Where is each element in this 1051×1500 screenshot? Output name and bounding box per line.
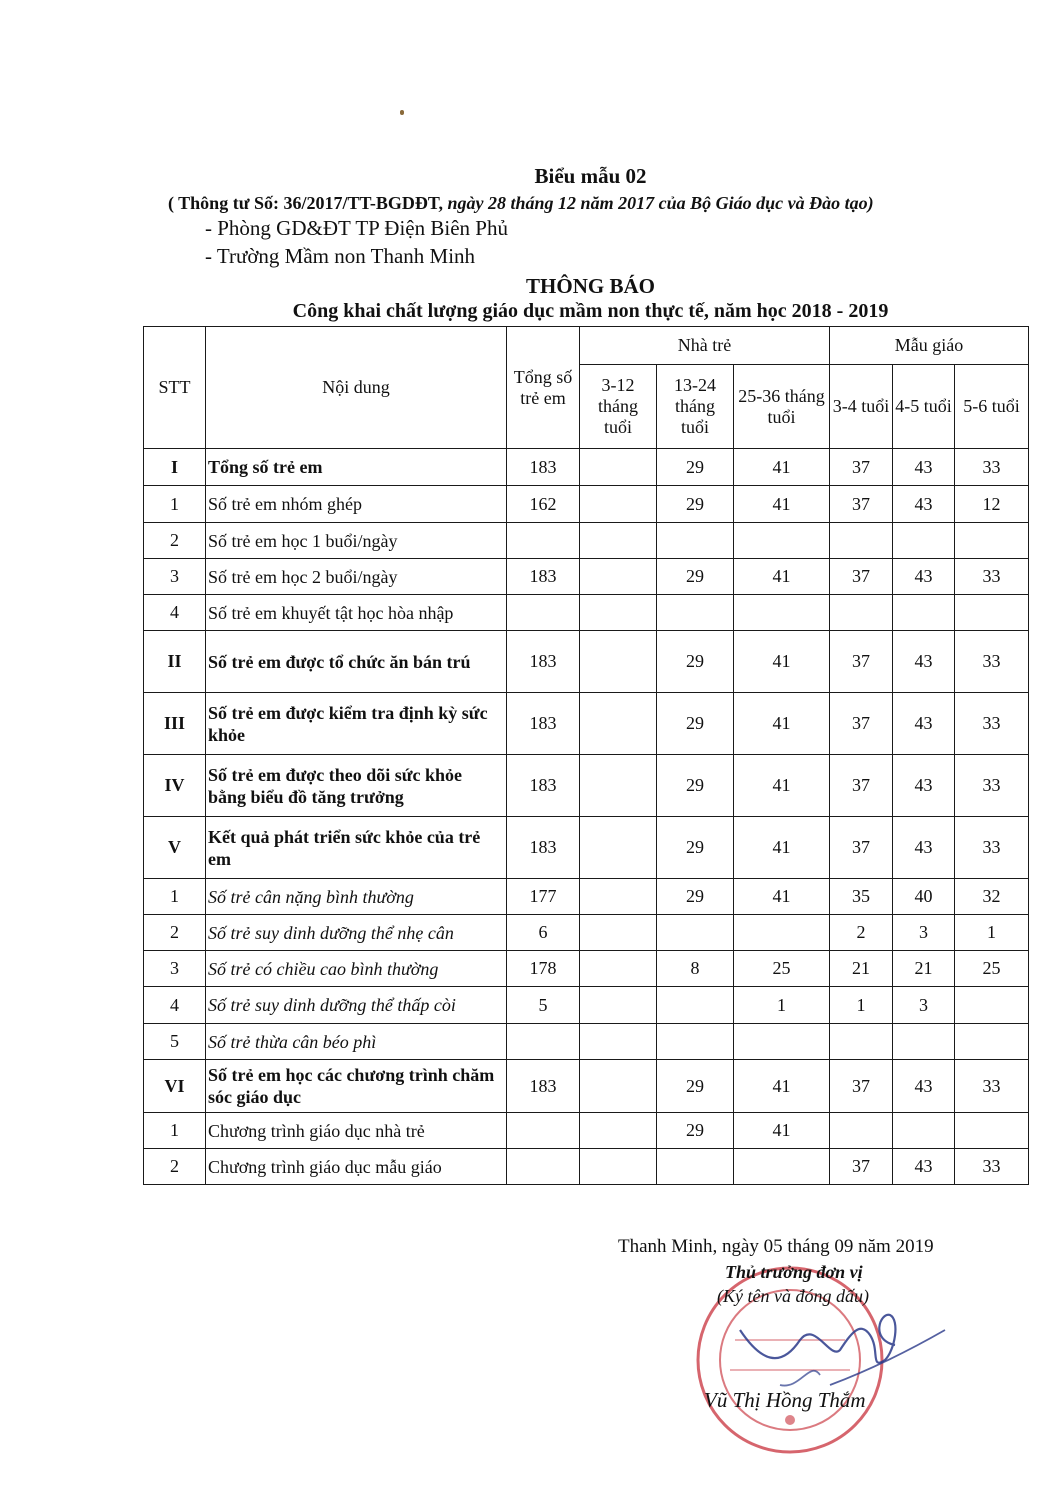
cell-age-4-5: 43	[893, 631, 955, 693]
cell-age-3-4: 37	[830, 693, 893, 755]
form-title: Biểu mẫu 02	[534, 164, 647, 188]
cell-age-3-4: 37	[830, 559, 893, 595]
cell-content: Số trẻ em học 1 buổi/ngày	[206, 523, 507, 559]
cell-age-4-5: 43	[893, 1060, 955, 1113]
cell-age-13-24: 29	[657, 449, 734, 486]
cell-age-4-5	[893, 1113, 955, 1149]
cell-stt: I	[144, 449, 206, 486]
cell-age-3-12	[580, 1149, 657, 1185]
cell-total: 183	[507, 755, 580, 817]
cell-age-25-36	[734, 915, 830, 951]
header-total: Tổng số trẻ em	[507, 327, 580, 449]
cell-age-25-36: 41	[734, 1060, 830, 1113]
cell-age-5-6	[955, 595, 1029, 631]
cell-age-4-5: 43	[893, 486, 955, 523]
cell-total: 183	[507, 631, 580, 693]
cell-age-3-12	[580, 1024, 657, 1060]
cell-age-25-36: 41	[734, 755, 830, 817]
cell-age-25-36: 1	[734, 987, 830, 1024]
cell-age-4-5: 3	[893, 987, 955, 1024]
org-department: - Phòng GD&ĐT TP Điện Biên Phủ	[205, 216, 508, 240]
cell-age-3-4: 37	[830, 631, 893, 693]
cell-stt: 1	[144, 486, 206, 523]
cell-total: 177	[507, 879, 580, 915]
circular-date: ngày 28 tháng 12 năm 2017	[447, 193, 655, 213]
cell-age-3-12	[580, 1060, 657, 1113]
cell-age-3-12	[580, 1113, 657, 1149]
cell-stt: 1	[144, 879, 206, 915]
cell-age-25-36: 25	[734, 951, 830, 987]
cell-total: 183	[507, 449, 580, 486]
cell-age-13-24: 29	[657, 693, 734, 755]
table-row	[144, 693, 1029, 755]
cell-age-25-36	[734, 1024, 830, 1060]
cell-content: Số trẻ suy dinh dưỡng thể thấp còi	[206, 987, 507, 1024]
cell-total: 183	[507, 1060, 580, 1113]
cell-age-13-24	[657, 987, 734, 1024]
cell-stt: 5	[144, 1024, 206, 1060]
cell-age-4-5: 43	[893, 817, 955, 879]
cell-age-4-5: 43	[893, 449, 955, 486]
head-title: Thủ trưởng đơn vị	[725, 1262, 863, 1282]
header-age-25-36: 25-36 tháng tuổi	[734, 365, 830, 449]
table-row	[144, 1113, 1029, 1149]
header-age-13-24: 13-24 tháng tuổi	[657, 365, 734, 449]
cell-age-5-6	[955, 1113, 1029, 1149]
header-age-3-4: 3-4 tuổi	[830, 365, 893, 449]
cell-content: Số trẻ em nhóm ghép	[206, 486, 507, 523]
cell-age-4-5: 43	[893, 755, 955, 817]
cell-content: Chương trình giáo dục mẫu giáo	[206, 1149, 507, 1185]
cell-stt: 3	[144, 951, 206, 987]
table-row	[144, 559, 1029, 595]
cell-total	[507, 1024, 580, 1060]
cell-total	[507, 1149, 580, 1185]
cell-total: 183	[507, 559, 580, 595]
cell-content: Số trẻ em được theo dõi sức khỏe bằng biểu đồ tăng trưởng	[206, 755, 507, 817]
cell-total: 178	[507, 951, 580, 987]
header-age-4-5: 4-5 tuổi	[893, 365, 955, 449]
cell-age-5-6: 33	[955, 755, 1029, 817]
table-row	[144, 817, 1029, 879]
cell-age-3-12	[580, 449, 657, 486]
cell-stt: 1	[144, 1113, 206, 1149]
cell-age-5-6: 33	[955, 631, 1029, 693]
cell-age-3-4: 1	[830, 987, 893, 1024]
cell-total	[507, 595, 580, 631]
cell-stt: V	[144, 817, 206, 879]
cell-age-3-12	[580, 631, 657, 693]
cell-age-5-6: 12	[955, 486, 1029, 523]
cell-age-4-5: 3	[893, 915, 955, 951]
cell-stt: IV	[144, 755, 206, 817]
table-row	[144, 631, 1029, 693]
cell-total: 5	[507, 987, 580, 1024]
cell-age-25-36	[734, 595, 830, 631]
cell-age-3-12	[580, 693, 657, 755]
cell-age-25-36: 41	[734, 817, 830, 879]
cell-age-13-24	[657, 523, 734, 559]
cell-age-4-5: 43	[893, 1149, 955, 1185]
header-content: Nội dung	[206, 327, 507, 449]
cell-age-3-12	[580, 486, 657, 523]
cell-age-4-5: 43	[893, 559, 955, 595]
cell-age-13-24	[657, 915, 734, 951]
cell-age-13-24: 29	[657, 755, 734, 817]
cell-age-13-24: 29	[657, 559, 734, 595]
table-row	[144, 755, 1029, 817]
cell-age-3-4	[830, 1024, 893, 1060]
cell-age-3-4: 37	[830, 817, 893, 879]
cell-content: Tổng số trẻ em	[206, 449, 507, 486]
cell-age-13-24: 29	[657, 817, 734, 879]
circular-suffix: của Bộ Giáo dục và Đào tạo)	[658, 193, 874, 213]
cell-total: 183	[507, 817, 580, 879]
cell-age-4-5: 21	[893, 951, 955, 987]
cell-stt: III	[144, 693, 206, 755]
cell-total: 162	[507, 486, 580, 523]
cell-age-25-36: 41	[734, 879, 830, 915]
cell-age-3-12	[580, 879, 657, 915]
cell-stt: 4	[144, 987, 206, 1024]
cell-content: Số trẻ em được kiểm tra định kỳ sức khỏe	[206, 693, 507, 755]
cell-content: Số trẻ em học 2 buổi/ngày	[206, 559, 507, 595]
signer-name: Vũ Thị Hồng Thắm	[704, 1388, 866, 1412]
cell-age-4-5	[893, 1024, 955, 1060]
cell-age-3-4	[830, 595, 893, 631]
table-row	[144, 449, 1029, 486]
quality-table	[143, 326, 1029, 1185]
cell-age-13-24: 29	[657, 631, 734, 693]
table-row	[144, 879, 1029, 915]
cell-age-25-36: 41	[734, 631, 830, 693]
cell-age-5-6: 33	[955, 817, 1029, 879]
cell-age-3-4: 37	[830, 486, 893, 523]
table-row	[144, 915, 1029, 951]
cell-total: 6	[507, 915, 580, 951]
cell-age-3-4: 37	[830, 1060, 893, 1113]
cell-age-5-6: 32	[955, 879, 1029, 915]
cell-age-5-6	[955, 987, 1029, 1024]
circular-reference	[168, 193, 874, 214]
cell-age-3-12	[580, 595, 657, 631]
cell-age-5-6: 33	[955, 449, 1029, 486]
org-school: - Trường Mầm non Thanh Minh	[205, 244, 476, 268]
cell-age-25-36	[734, 523, 830, 559]
cell-content: Kết quả phát triển sức khỏe của trẻ em	[206, 817, 507, 879]
cell-content: Số trẻ em được tổ chức ăn bán trú	[206, 631, 507, 693]
place-date: Thanh Minh, ngày 05 tháng 09 năm 2019	[618, 1236, 934, 1257]
cell-total	[507, 1113, 580, 1149]
cell-stt: II	[144, 631, 206, 693]
cell-stt: 2	[144, 1149, 206, 1185]
cell-stt: VI	[144, 1060, 206, 1113]
cell-age-13-24	[657, 595, 734, 631]
table-row	[144, 987, 1029, 1024]
cell-content: Số trẻ cân nặng bình thường	[206, 879, 507, 915]
table-row	[144, 523, 1029, 559]
cell-age-5-6: 33	[955, 559, 1029, 595]
cell-stt: 2	[144, 915, 206, 951]
cell-age-25-36: 41	[734, 449, 830, 486]
cell-age-5-6: 1	[955, 915, 1029, 951]
cell-content: Số trẻ có chiều cao bình thường	[206, 951, 507, 987]
cell-age-3-4: 21	[830, 951, 893, 987]
cell-age-13-24	[657, 1149, 734, 1185]
notice-heading: THÔNG BÁO	[526, 274, 655, 298]
cell-age-25-36	[734, 1149, 830, 1185]
cell-age-25-36: 41	[734, 486, 830, 523]
cell-age-3-12	[580, 817, 657, 879]
table-row	[144, 1024, 1029, 1060]
cell-age-5-6: 33	[955, 1060, 1029, 1113]
cell-age-4-5: 43	[893, 693, 955, 755]
cell-age-13-24: 8	[657, 951, 734, 987]
table-row	[144, 1149, 1029, 1185]
cell-age-13-24	[657, 1024, 734, 1060]
cell-age-3-12	[580, 559, 657, 595]
sign-note: (Ký tên và đóng dấu)	[717, 1286, 869, 1306]
cell-age-3-4	[830, 523, 893, 559]
cell-age-3-4: 37	[830, 755, 893, 817]
cell-age-13-24: 29	[657, 879, 734, 915]
cell-age-4-5	[893, 523, 955, 559]
header-kindergarten: Mẫu giáo	[830, 327, 1029, 365]
cell-total: 183	[507, 693, 580, 755]
cell-content: Số trẻ thừa cân béo phì	[206, 1024, 507, 1060]
speck-mark	[400, 110, 404, 115]
table-body	[144, 449, 1029, 1185]
cell-age-25-36: 41	[734, 1113, 830, 1149]
header-age-5-6: 5-6 tuổi	[955, 365, 1029, 449]
cell-content: Chương trình giáo dục nhà trẻ	[206, 1113, 507, 1149]
notice-subtitle: Công khai chất lượng giáo dục mầm non thực tế, năm học 2018 - 2019	[292, 300, 889, 322]
cell-age-3-4: 35	[830, 879, 893, 915]
cell-total	[507, 523, 580, 559]
cell-age-13-24: 29	[657, 1113, 734, 1149]
cell-age-25-36: 41	[734, 693, 830, 755]
cell-age-3-4: 2	[830, 915, 893, 951]
cell-stt: 3	[144, 559, 206, 595]
cell-age-4-5	[893, 595, 955, 631]
table-row	[144, 951, 1029, 987]
cell-age-5-6: 33	[955, 1149, 1029, 1185]
cell-age-13-24: 29	[657, 486, 734, 523]
cell-age-13-24: 29	[657, 1060, 734, 1113]
cell-age-5-6	[955, 1024, 1029, 1060]
table-row	[144, 595, 1029, 631]
cell-age-3-12	[580, 755, 657, 817]
cell-content: Số trẻ em khuyết tật học hòa nhập	[206, 595, 507, 631]
cell-age-4-5: 40	[893, 879, 955, 915]
circular-prefix: ( Thông tư Số: 36/2017/TT-BGDĐT,	[168, 193, 444, 213]
header-stt: STT	[144, 327, 206, 449]
table-row	[144, 1060, 1029, 1113]
cell-content: Số trẻ em học các chương trình chăm sóc giáo dục	[206, 1060, 507, 1113]
cell-age-3-4: 37	[830, 449, 893, 486]
cell-age-5-6	[955, 523, 1029, 559]
cell-age-5-6: 33	[955, 693, 1029, 755]
cell-stt: 2	[144, 523, 206, 559]
header-nursery: Nhà trẻ	[580, 327, 830, 365]
header-age-3-12: 3-12 tháng tuổi	[580, 365, 657, 449]
cell-content: Số trẻ suy dinh dưỡng thể nhẹ cân	[206, 915, 507, 951]
cell-age-25-36: 41	[734, 559, 830, 595]
cell-age-3-4: 37	[830, 1149, 893, 1185]
cell-age-3-12	[580, 915, 657, 951]
cell-age-3-12	[580, 987, 657, 1024]
table-row	[144, 486, 1029, 523]
cell-age-3-4	[830, 1113, 893, 1149]
cell-stt: 4	[144, 595, 206, 631]
cell-age-3-12	[580, 523, 657, 559]
cell-age-3-12	[580, 951, 657, 987]
cell-age-5-6: 25	[955, 951, 1029, 987]
